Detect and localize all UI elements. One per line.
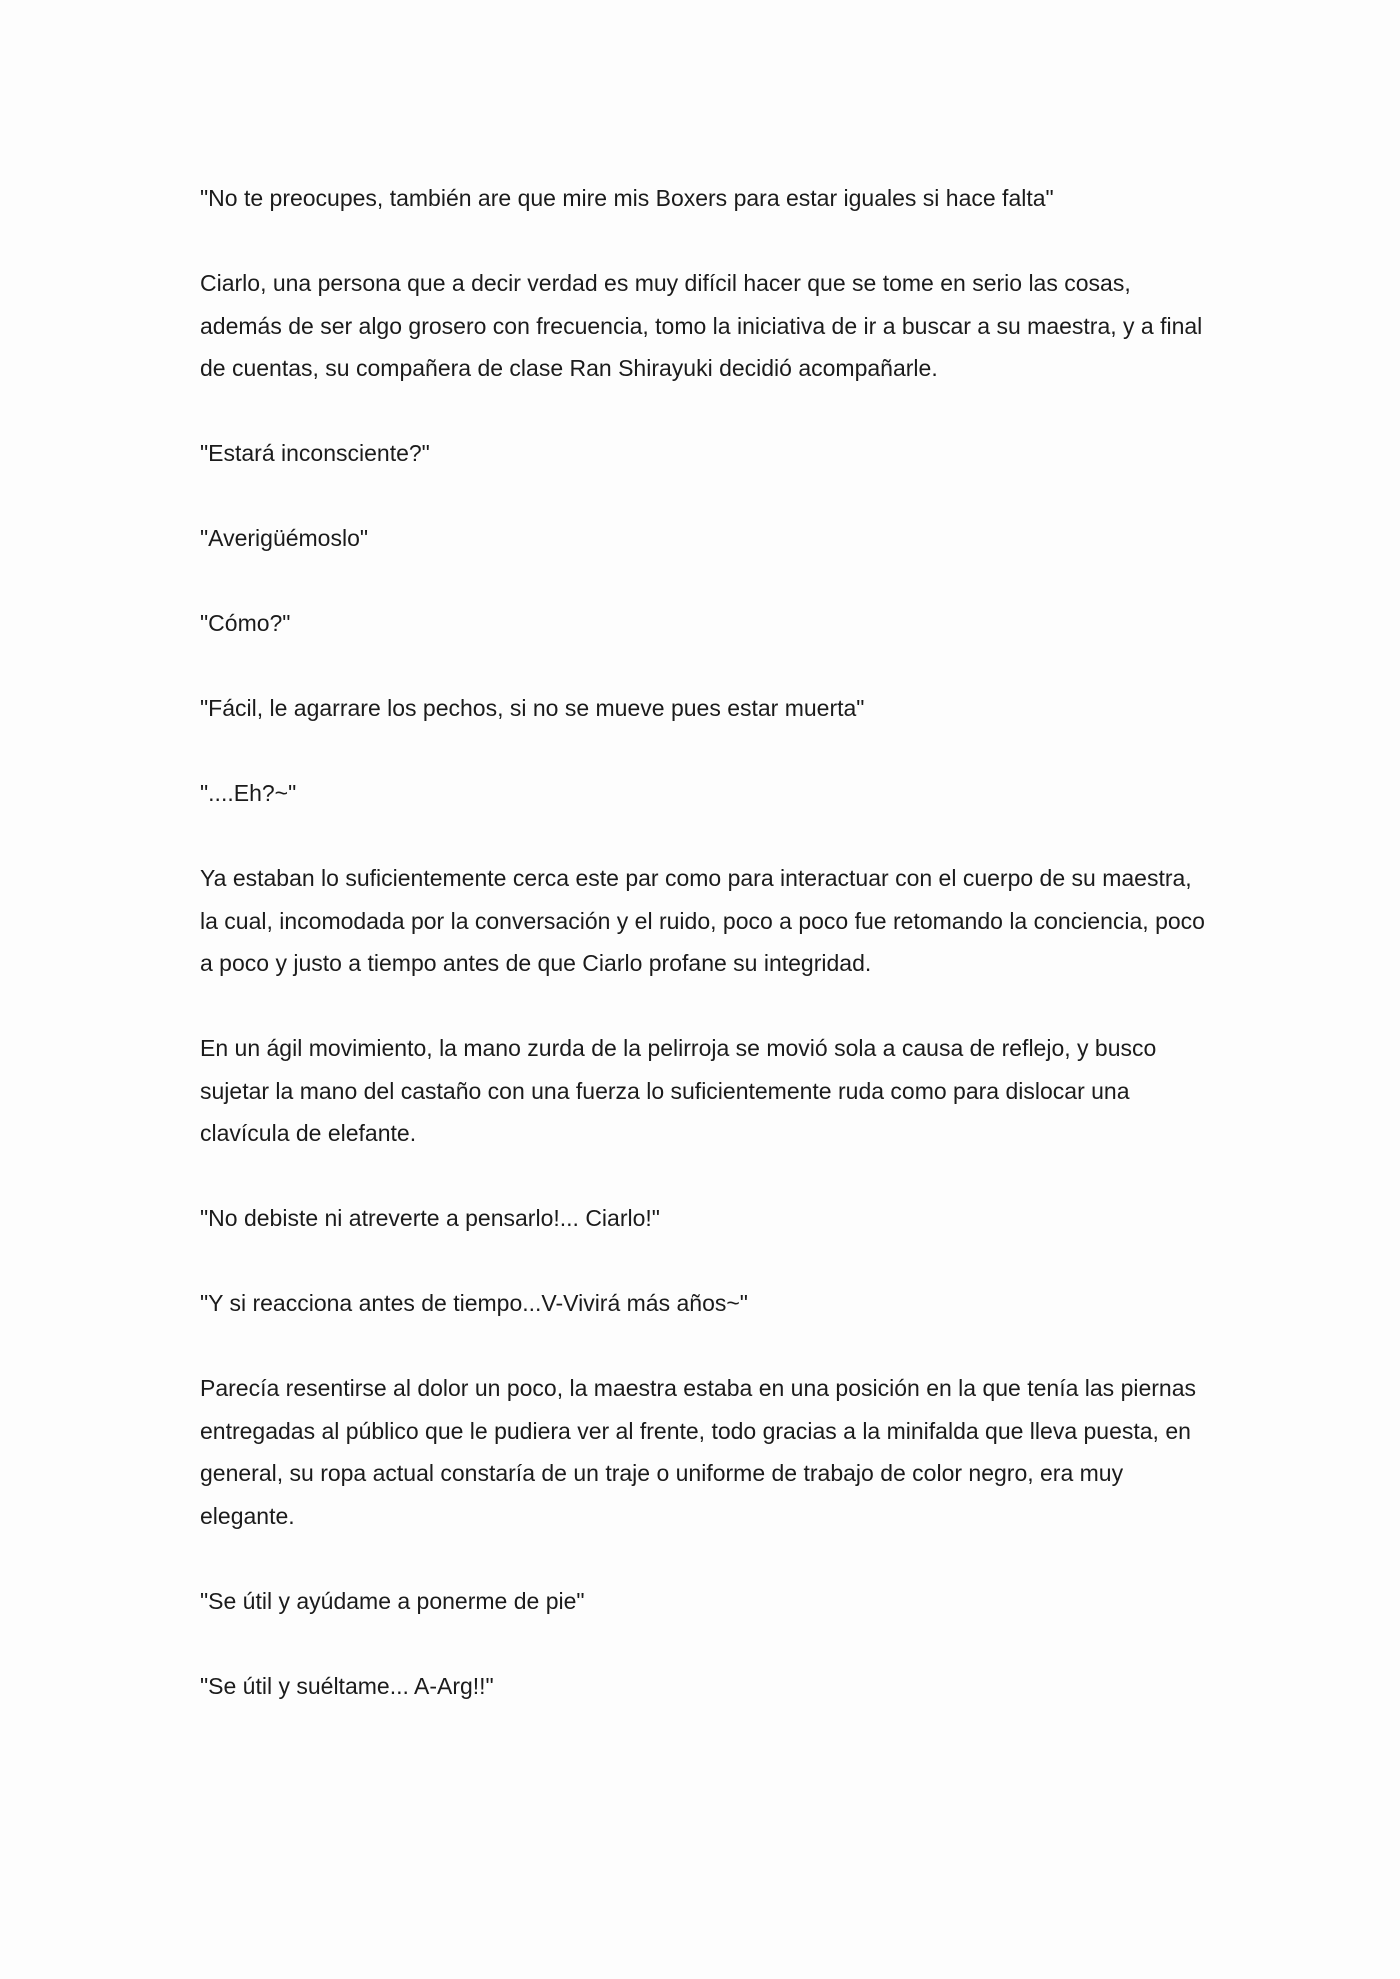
- document-body: [200, 177, 1210, 1750]
- paragraph: "Cómo?": [200, 610, 291, 636]
- paragraph: "Se útil y suéltame... A-Arg!!": [200, 1672, 494, 1699]
- paragraph: "Averigüémoslo": [200, 525, 369, 551]
- paragraph: "Y si reacciona antes de tiempo...V-Vivirá más años~": [200, 1290, 748, 1316]
- paragraph: En un ágil movimiento, la mano zurda de la pelirroja se movió sola a causa de reflejo, y busco sujetar la mano del castaño con una fuerza lo suficientemente ruda como para dislocar una clavícula de elefante.: [200, 1035, 1157, 1146]
- paragraph: Parecía resentirse al dolor un poco, la maestra estaba en una posición en la que tenía las piernas entregadas al público que le pudiera ver al frente, todo gracias a la minifalda que lleva puesta, en general, su ropa actual constaría de un traje o uniforme de trabajo de color negro, era muy elegante.: [200, 1375, 1197, 1529]
- paragraph: "No te preocupes, también are que mire mis Boxers para estar iguales si hace falta": [200, 185, 1054, 211]
- paragraph: Ciarlo, una persona que a decir verdad es muy difícil hacer que se tome en serio las cosas, además de ser algo grosero con frecuencia, tomo la iniciativa de ir a buscar a su maestra, y a final de cuentas, su compañera de clase Ran Shirayuki decidió acompañarle.: [200, 270, 1203, 381]
- paragraph: "No debiste ni atreverte a pensarlo!... Ciarlo!": [200, 1205, 660, 1231]
- paragraph: "Fácil, le agarrare los pechos, si no se mueve pues estar muerta": [200, 695, 865, 721]
- paragraph: "....Eh?~": [200, 780, 297, 806]
- paragraph: Ya estaban lo suficientemente cerca este par como para interactuar con el cuerpo de su maestra, la cual, incomodada por la conversación y el ruido, poco a poco fue retomando la conciencia, poco a poco y justo a tiempo antes de que Ciarlo profane su integridad.: [200, 865, 1205, 976]
- paragraph: "Se útil y ayúdame a ponerme de pie": [200, 1587, 585, 1614]
- paragraph: "Estará inconsciente?": [200, 440, 430, 466]
